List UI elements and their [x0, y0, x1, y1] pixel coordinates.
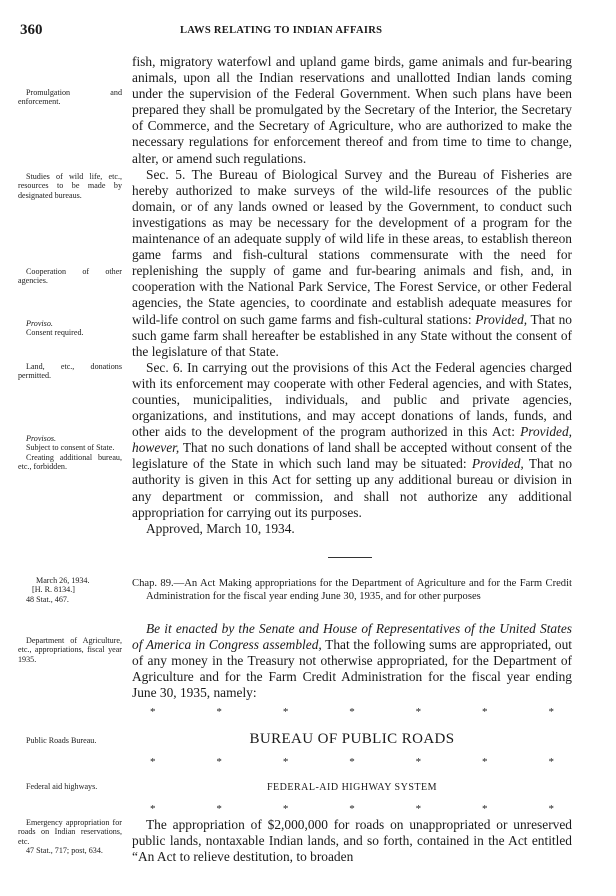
- provided-italic: Provided,: [475, 311, 528, 327]
- asterisk: *: [482, 756, 488, 768]
- margin-note-text: Cooperation of other agencies.: [18, 267, 122, 286]
- enacting-clause-text: That the following sums are appropriated, out of any money in the Treasury not otherwise appropriated, for the Department of Agriculture and for the Farm Credit Administration for the fiscal year ending June 30, 1935, namely:: [132, 637, 573, 701]
- chapter-title: Chap. 89.—An Act Making appropriations for the Department of Agriculture and for the Farm Credit Administration for the fiscal year ending June 30, 1935, and for other purposes: [132, 578, 572, 603]
- provided-italic: Provided,: [471, 456, 524, 472]
- paragraph-text: That no such game farm shall hereafter be established in any State without the consent of the legislature of that State.: [132, 311, 573, 359]
- margin-note-march-date: March 26, 1934.: [36, 576, 90, 585]
- margin-note-federal-aid: [18, 782, 122, 791]
- margin-note-hr: [H. R. 8134.]: [32, 585, 75, 595]
- asterisk: *: [349, 706, 355, 718]
- paragraph: fish, migratory waterfowl and upland game birds, game animals and fur-bearing animals, upon all the Indian reservations and unallotted Indian lands coming under the supervision of the Federal Government. When such plans have been prepared they shall be promulgated by the Secretary of the Interior, the Secretary of Commerce, and the Secretary of Agriculture, who are authorized to make the necessary regulations for enforcement thereof and from time to time to change, alter, or amend such regulations.: [132, 54, 572, 166]
- asterisk: *: [216, 706, 222, 718]
- page-number: 360: [20, 22, 43, 38]
- approved-line: Approved, March 10, 1934.: [146, 520, 295, 536]
- asterisk: *: [415, 706, 422, 718]
- margin-note-ref: 47 Stat., 717; post, 634.: [26, 846, 103, 856]
- margin-note-emergency: [18, 818, 122, 856]
- margin-note-land-donations: [18, 362, 122, 381]
- asterisk: *: [150, 803, 156, 815]
- margin-note-provisos: [18, 434, 122, 472]
- asterisk: *: [150, 756, 156, 768]
- body-text-upper: [132, 54, 572, 537]
- asterisk: *: [482, 706, 488, 718]
- margin-note-text: Consent required.: [26, 328, 84, 338]
- margin-note-cooperation: [18, 267, 122, 286]
- enacting-clause-italic: Be it enacted by the Senate and House of Representatives of the United States of America in Congress assembled,: [132, 621, 572, 653]
- margin-note-label: Provisos.: [26, 434, 57, 443]
- margin-note-text: Studies of wild life, etc., resources to be made by designated bureaus.: [18, 172, 122, 200]
- paragraph-text: That no such donations of land shall be accepted without consent of the legislature of the State in which such land may be situated:: [132, 440, 572, 472]
- paragraph-text: That no authority is given in this Act for setting up any additional bureau or division in any department or commission, and shall not authorize any additional appropriation for carrying out its purposes.: [132, 456, 573, 520]
- asterisk: *: [548, 803, 554, 815]
- paragraph-sec-5: [132, 167, 572, 360]
- margin-note-text: Promulgation and enforcement.: [18, 88, 122, 107]
- asterisk: *: [548, 706, 554, 718]
- asterisk: *: [349, 756, 355, 768]
- provided-italic: Provided, however,: [132, 424, 572, 456]
- margin-note-text: Subject to consent of State.: [26, 443, 115, 453]
- margin-note-public-roads: [18, 736, 122, 745]
- margin-note-dept-agri: [18, 636, 122, 664]
- margin-note-label: Proviso.: [26, 319, 53, 328]
- asterisk: *: [548, 756, 554, 768]
- running-head: LAWS RELATING TO INDIAN AFFAIRS: [180, 25, 383, 36]
- paragraph-text: Sec. 6. In carrying out the provisions of this Act the Federal agencies charged with its enforcement may cooperate with other Federal agencies, and with States, counties, municipalities, individuals, and public and private agencies, organizations, and institutions, and may accept donations of lands, funds, and other aids to the development of the program authorized in this Act:: [132, 359, 572, 440]
- paragraph: The appropriation of $2,000,000 for roads on unappropriated or unreserved public lands, nontaxable Indian lands, and so forth, contained in the Act entitled “An Act to relieve destitution, to broaden: [132, 817, 572, 865]
- margin-note-text: Creating additional bureau, etc., forbidden.: [18, 452, 122, 472]
- asterisk: *: [282, 706, 289, 718]
- margin-note-text: Emergency appropriation for roads on Indian reservations, etc.: [18, 818, 122, 846]
- asterisk: *: [216, 803, 222, 815]
- margin-note-text: Public Roads Bureau.: [26, 736, 97, 745]
- asterisk: *: [150, 706, 156, 718]
- margin-note-proviso: [18, 319, 122, 338]
- asterisk: *: [415, 803, 422, 815]
- body-text-lower: [132, 817, 572, 865]
- paragraph-text: Sec. 5. The Bureau of Biological Survey and the Bureau of Fisheries are hereby authorized to make surveys of the wild-life resources of the public domain, or of any lands owned or leased by the Government, to conduct such investigations as may be necessary for the development of a program for the maintenance of an adequate supply of wild life in these areas, to establish thereon game farms and fish-cultural stations commensurate with the need for replenishing the supply of game and fur-bearing animals and fish, and, in cooperation with the National Park Service, The Forest Service, or other Federal agencies, the State agencies, to coordinate and establish adequate measures for wild-life control on such game farms and fish-cultural stations:: [132, 166, 572, 327]
- asterisk: *: [349, 803, 355, 815]
- margin-note-stat: 48 Stat., 467.: [26, 594, 69, 604]
- margin-note-text: Department of Agriculture, etc., appropriations, fiscal year 1935.: [18, 636, 122, 664]
- margin-note-promulgation: [18, 88, 122, 107]
- asterisk-row: [132, 706, 572, 718]
- margin-note-studies: [18, 172, 122, 200]
- margin-note-text: Federal aid highways.: [26, 782, 98, 791]
- body-text-enactment: [132, 621, 572, 701]
- asterisk-row: [132, 756, 572, 768]
- asterisk: *: [282, 803, 289, 815]
- asterisk: *: [216, 756, 222, 768]
- section-divider: [328, 557, 372, 558]
- asterisk: *: [415, 756, 422, 768]
- federal-heading: FEDERAL-AID HIGHWAY SYSTEM: [266, 782, 438, 793]
- enacting-clause: [132, 621, 572, 701]
- margin-note-date: [18, 576, 122, 604]
- asterisk-row: [132, 803, 572, 815]
- asterisk: *: [482, 803, 488, 815]
- bureau-heading: BUREAU OF PUBLIC ROADS: [249, 731, 455, 747]
- paragraph-sec-6: [132, 360, 572, 521]
- asterisk: *: [282, 756, 289, 768]
- margin-note-text: Land, etc., donations permitted.: [18, 362, 122, 381]
